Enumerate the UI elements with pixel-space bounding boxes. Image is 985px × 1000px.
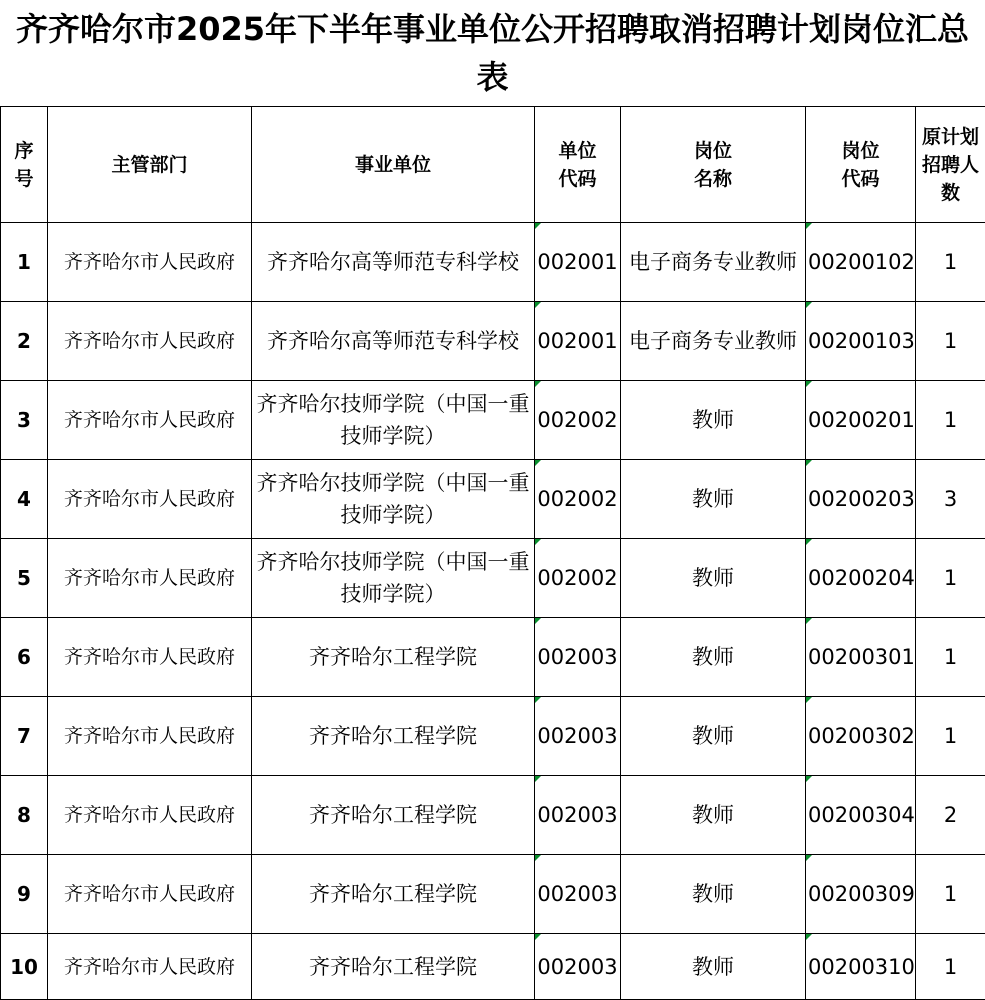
table-header-row	[1, 107, 985, 223]
cell-post-code: 00200203	[806, 460, 916, 539]
cell-post-code: 00200201	[806, 381, 916, 460]
cell-count: 3	[916, 460, 985, 539]
table-row	[1, 460, 985, 539]
table-row	[1, 539, 985, 618]
cell-unit: 齐齐哈尔技师学院（中国一重技师学院）	[252, 539, 535, 618]
cell-seq: 3	[1, 381, 48, 460]
cell-post-name: 电子商务专业教师	[621, 223, 806, 302]
cell-count: 2	[916, 776, 985, 855]
cell-post-name: 教师	[621, 381, 806, 460]
cell-seq: 2	[1, 302, 48, 381]
table-row	[1, 381, 985, 460]
cell-count: 1	[916, 381, 985, 460]
cell-seq: 7	[1, 697, 48, 776]
cell-unit-code: 002001	[535, 223, 621, 302]
cell-dept: 齐齐哈尔市人民政府	[48, 934, 252, 1000]
table-row	[1, 697, 985, 776]
cell-dept: 齐齐哈尔市人民政府	[48, 539, 252, 618]
cell-count: 1	[916, 855, 985, 934]
cell-dept: 齐齐哈尔市人民政府	[48, 302, 252, 381]
cell-post-name: 教师	[621, 697, 806, 776]
cell-dept: 齐齐哈尔市人民政府	[48, 618, 252, 697]
cell-post-name: 教师	[621, 934, 806, 1000]
recruitment-table	[0, 106, 985, 1000]
cell-dept: 齐齐哈尔市人民政府	[48, 223, 252, 302]
table-row	[1, 618, 985, 697]
cell-unit-code: 002002	[535, 381, 621, 460]
cell-unit: 齐齐哈尔技师学院（中国一重技师学院）	[252, 381, 535, 460]
cell-dept: 齐齐哈尔市人民政府	[48, 381, 252, 460]
table-row	[1, 855, 985, 934]
cell-seq: 6	[1, 618, 48, 697]
cell-count: 1	[916, 302, 985, 381]
cell-count: 1	[916, 618, 985, 697]
cell-post-code: 00200102	[806, 223, 916, 302]
cell-unit-code: 002003	[535, 618, 621, 697]
table-row	[1, 223, 985, 302]
cell-seq: 10	[1, 934, 48, 1000]
header-post-name: 岗位名称	[621, 107, 806, 223]
table-row	[1, 776, 985, 855]
cell-dept: 齐齐哈尔市人民政府	[48, 697, 252, 776]
page-title: 齐齐哈尔市2025年下半年事业单位公开招聘取消招聘计划岗位汇总表	[15, 10, 970, 96]
cell-seq: 1	[1, 223, 48, 302]
cell-dept: 齐齐哈尔市人民政府	[48, 855, 252, 934]
cell-post-name: 教师	[621, 776, 806, 855]
cell-unit: 齐齐哈尔工程学院	[252, 697, 535, 776]
cell-post-code: 00200310	[806, 934, 916, 1000]
cell-unit-code: 002002	[535, 539, 621, 618]
table-row	[1, 934, 985, 1000]
cell-unit-code: 002003	[535, 855, 621, 934]
header-post-code: 岗位代码	[806, 107, 916, 223]
header-unit: 事业单位	[252, 107, 535, 223]
cell-unit: 齐齐哈尔工程学院	[252, 776, 535, 855]
cell-unit: 齐齐哈尔高等师范专科学校	[252, 223, 535, 302]
cell-unit-code: 002001	[535, 302, 621, 381]
header-unit-code: 单位代码	[535, 107, 621, 223]
cell-post-name: 教师	[621, 460, 806, 539]
cell-unit: 齐齐哈尔高等师范专科学校	[252, 302, 535, 381]
cell-dept: 齐齐哈尔市人民政府	[48, 460, 252, 539]
cell-seq: 9	[1, 855, 48, 934]
cell-dept: 齐齐哈尔市人民政府	[48, 776, 252, 855]
cell-post-name: 教师	[621, 618, 806, 697]
cell-post-code: 00200309	[806, 855, 916, 934]
cell-unit: 齐齐哈尔工程学院	[252, 855, 535, 934]
cell-post-code: 00200103	[806, 302, 916, 381]
table-row	[1, 302, 985, 381]
cell-unit-code: 002003	[535, 776, 621, 855]
cell-post-code: 00200301	[806, 618, 916, 697]
cell-post-name: 电子商务专业教师	[621, 302, 806, 381]
cell-post-code: 00200302	[806, 697, 916, 776]
cell-unit: 齐齐哈尔工程学院	[252, 934, 535, 1000]
cell-post-code: 00200204	[806, 539, 916, 618]
cell-post-name: 教师	[621, 539, 806, 618]
cell-seq: 8	[1, 776, 48, 855]
header-count: 原计划招聘人数	[916, 107, 985, 223]
cell-unit-code: 002003	[535, 697, 621, 776]
cell-unit-code: 002002	[535, 460, 621, 539]
header-seq: 序号	[1, 107, 48, 223]
cell-unit-code: 002003	[535, 934, 621, 1000]
cell-seq: 5	[1, 539, 48, 618]
cell-count: 1	[916, 223, 985, 302]
cell-count: 1	[916, 697, 985, 776]
cell-unit: 齐齐哈尔技师学院（中国一重技师学院）	[252, 460, 535, 539]
cell-count: 1	[916, 539, 985, 618]
header-dept: 主管部门	[48, 107, 252, 223]
cell-post-name: 教师	[621, 855, 806, 934]
cell-unit: 齐齐哈尔工程学院	[252, 618, 535, 697]
cell-post-code: 00200304	[806, 776, 916, 855]
cell-count: 1	[916, 934, 985, 1000]
cell-seq: 4	[1, 460, 48, 539]
